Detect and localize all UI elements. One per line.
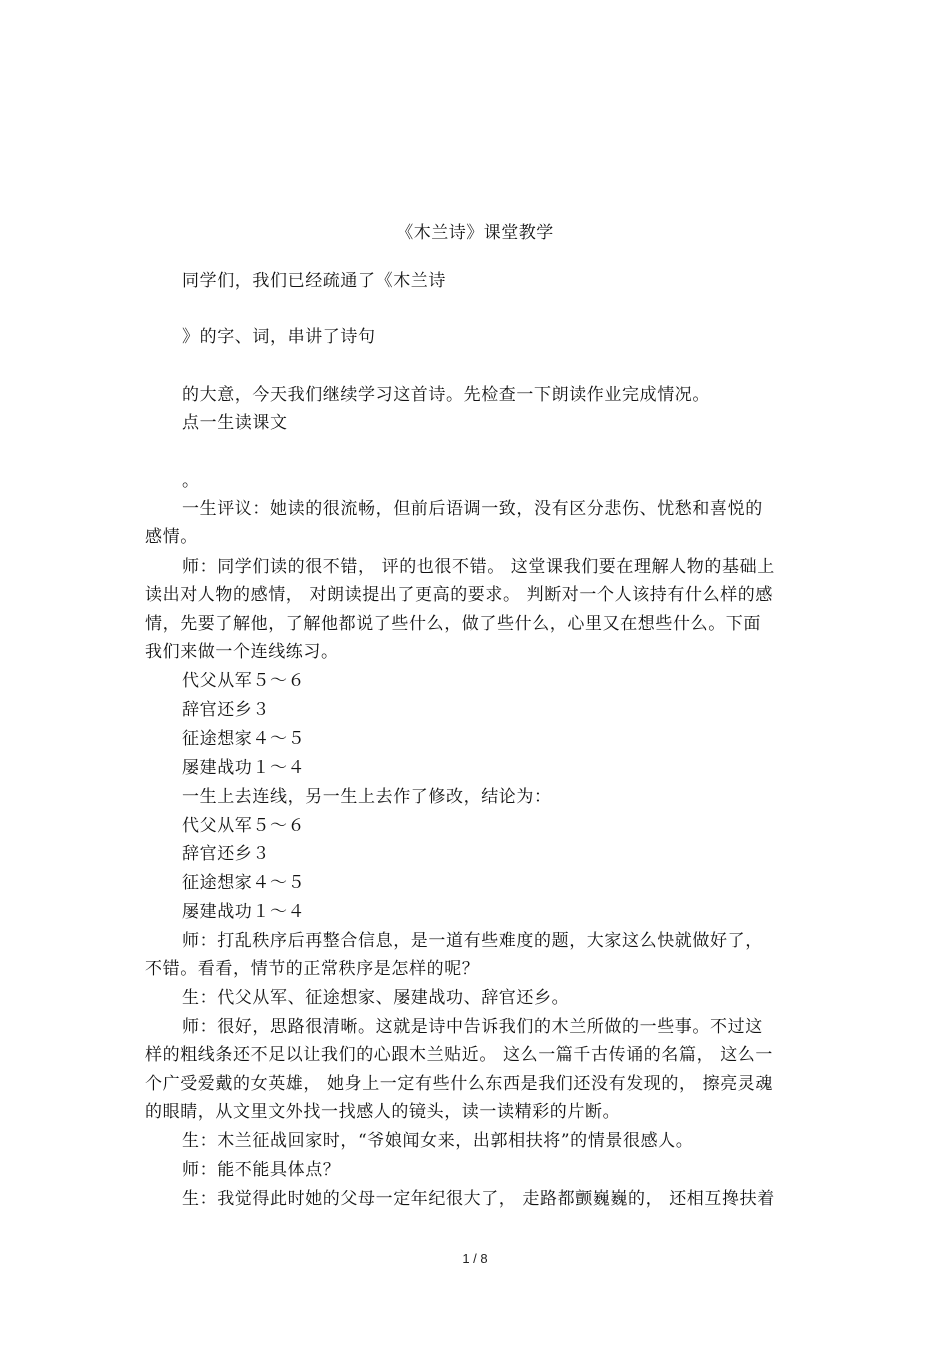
text-line: 师：打乱秩序后再整合信息，是一道有些难度的题，大家这么快就做好了， <box>182 931 763 951</box>
text-line: 生：我觉得此时她的父母一定年纪很大了， 走路都颤巍巍的， 还相互搀扶着 <box>182 1189 775 1209</box>
text-line: 屡建战功１～４ <box>182 758 306 778</box>
text-line: 的大意，今天我们继续学习这首诗。先检查一下朗读作业完成情况。 <box>182 385 710 405</box>
text-line: 样的粗线条还不足以让我们的心跟木兰贴近。 这么一篇千古传诵的名篇， 这么一 <box>145 1045 774 1065</box>
text-line: 一生评议：她读的很流畅，但前后语调一致，没有区分悲伤、忧愁和喜悦的 <box>182 499 763 519</box>
text-line: 点一生读课文 <box>182 413 288 433</box>
text-line: 师：能不能具体点？ <box>182 1160 341 1180</box>
text-line: 同学们，我们已经疏通了《木兰诗 <box>182 271 446 291</box>
text-line: 读出对人物的感情， 对朗读提出了更高的要求。 判断对一个人该持有什么样的感 <box>145 585 774 605</box>
text-line: 代父从军５～６ <box>182 816 306 836</box>
text-line: 征途想家４～５ <box>182 729 306 749</box>
text-line: 辞官还乡３ <box>182 700 270 720</box>
text-line: 师：很好，思路很清晰。这就是诗中告诉我们的木兰所做的一些事。不过这 <box>182 1017 763 1037</box>
text-line: 个广受爱戴的女英雄， 她身上一定有些什么东西是我们还没有发现的， 擦亮灵魂 <box>145 1074 774 1094</box>
text-line: 生：代父从军、征途想家、屡建战功、辞官还乡。 <box>182 988 570 1008</box>
text-line: 》的字、词，串讲了诗句 <box>182 327 376 347</box>
text-line: 的眼睛，从文里文外找一找感人的镜头，读一读精彩的片断。 <box>145 1102 621 1122</box>
text-line: 代父从军５～６ <box>182 671 306 691</box>
text-line: 我们来做一个连线练习。 <box>145 642 339 662</box>
text-line: 。 <box>182 471 200 491</box>
text-line: 情，先要了解他，了解他都说了些什么，做了些什么，心里又在想些什么。下面 <box>145 614 761 634</box>
text-line: 不错。看看，情节的正常秩序是怎样的呢？ <box>145 959 480 979</box>
text-line: 征途想家４～５ <box>182 873 306 893</box>
text-line: 生：木兰征战回家时，“爷娘闻女来，出郭相扶将”的情景很感人。 <box>182 1131 694 1151</box>
text-line: 辞官还乡３ <box>182 844 270 864</box>
text-line: 师：同学们读的很不错， 评的也很不错。 这堂课我们要在理解人物的基础上 <box>182 557 775 577</box>
text-line: 一生上去连线，另一生上去作了修改，结论为： <box>182 787 552 807</box>
text-line: 屡建战功１～４ <box>182 902 306 922</box>
page-number: 1 / 8 <box>462 1251 488 1266</box>
text-line: 感情。 <box>145 527 198 547</box>
document-title: 《木兰诗》课堂教学 <box>396 223 554 243</box>
